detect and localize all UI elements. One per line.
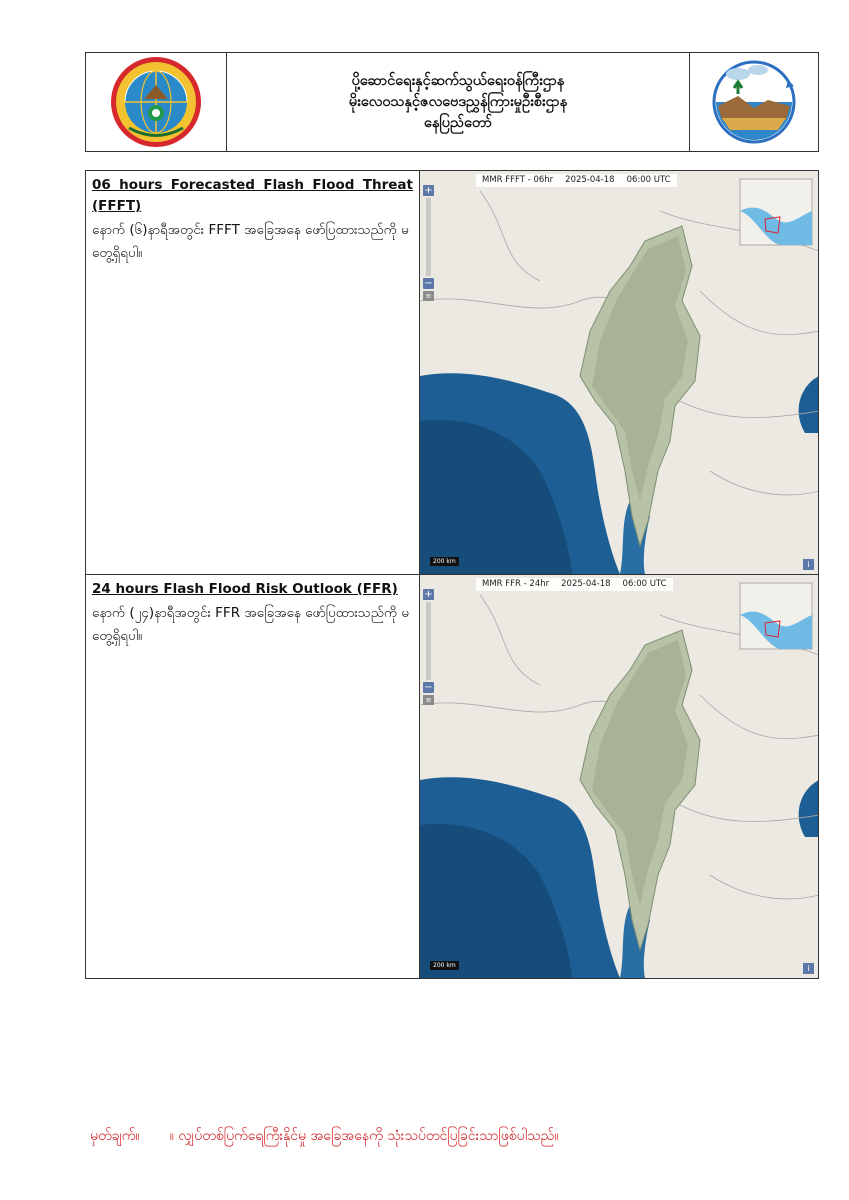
map-time: 06:00 UTC [622,579,667,589]
footnote [90,1126,558,1147]
ffr-map[interactable] [420,575,818,978]
ffft-map[interactable] [420,171,818,574]
map-image [420,575,818,978]
department-name: မိုးလေဝသနှင့်ဇလဗေဒညွှန်ကြားမှုဦးစီးဌာန [348,93,568,110]
zoom-control [423,185,434,301]
left-logo-cell [86,53,227,151]
hydro-cycle-emblem-icon [708,56,800,148]
section-body: နောက် (၂၄)နာရီအတွင်း FFR အခြေအနေ ဖော်ပြထားသည်ကို မတွေ့ရှိရပါ။ [92,605,410,644]
letterhead [85,52,819,152]
zoom-slider[interactable] [426,602,431,680]
map-product-name: MMR FFR - 24hr [482,579,550,589]
table-row [86,171,818,574]
map-image [420,171,818,574]
right-logo-cell [690,53,818,151]
map-title-label [476,578,673,591]
zoom-reset-button[interactable]: ≡ [423,291,434,301]
scale-bar: 200 km [430,557,459,566]
footnote-label: မှတ်ချက်။ [90,1128,140,1144]
section-title: 06 hours Forecasted Flash Flood Threat (FFFT) [92,177,413,214]
forecast-table [85,170,819,979]
section-title: 24 hours Flash Flood Risk Outlook (FFR) [92,581,398,597]
map-date: 2025-04-18 [565,175,615,185]
zoom-reset-button[interactable]: ≡ [423,695,434,705]
map-date: 2025-04-18 [561,579,611,589]
zoom-slider[interactable] [426,198,431,276]
map-time: 06:00 UTC [626,175,671,185]
ministry-name: ပို့ဆောင်ရေးနှင့်ဆက်သွယ်ရေးဝန်ကြီးဌာန [351,72,565,89]
city-name: နေပြည်တော် [423,114,493,131]
scale-bar: 200 km [430,961,459,970]
zoom-in-button[interactable]: + [424,185,433,196]
map-product-name: MMR FFFT - 06hr [482,175,554,185]
zoom-out-button[interactable]: − [424,682,433,693]
info-icon[interactable]: i [803,963,814,974]
footnote-text: ။ လျှပ်တစ်ပြက်ရေကြီးနိုင်မှု အခြေအနေကို သုံးသပ်တင်ပြခြင်းသာဖြစ်ပါသည်။ [169,1128,559,1144]
letterhead-title [227,53,690,151]
zoom-in-button[interactable]: + [424,589,433,600]
zoom-control [423,589,434,705]
zoom-out-button[interactable]: − [424,278,433,289]
map-title-label [476,174,677,187]
section-body: နောက် (၆)နာရီအတွင်း FFFT အခြေအနေ ဖော်ပြထားသည်ကို မတွေ့ရှိရပါ။ [92,222,409,261]
section-text-cell [86,171,420,574]
info-icon[interactable]: i [803,559,814,570]
table-row [86,574,818,978]
ministry-emblem-icon [109,55,203,149]
section-text-cell [86,575,420,978]
